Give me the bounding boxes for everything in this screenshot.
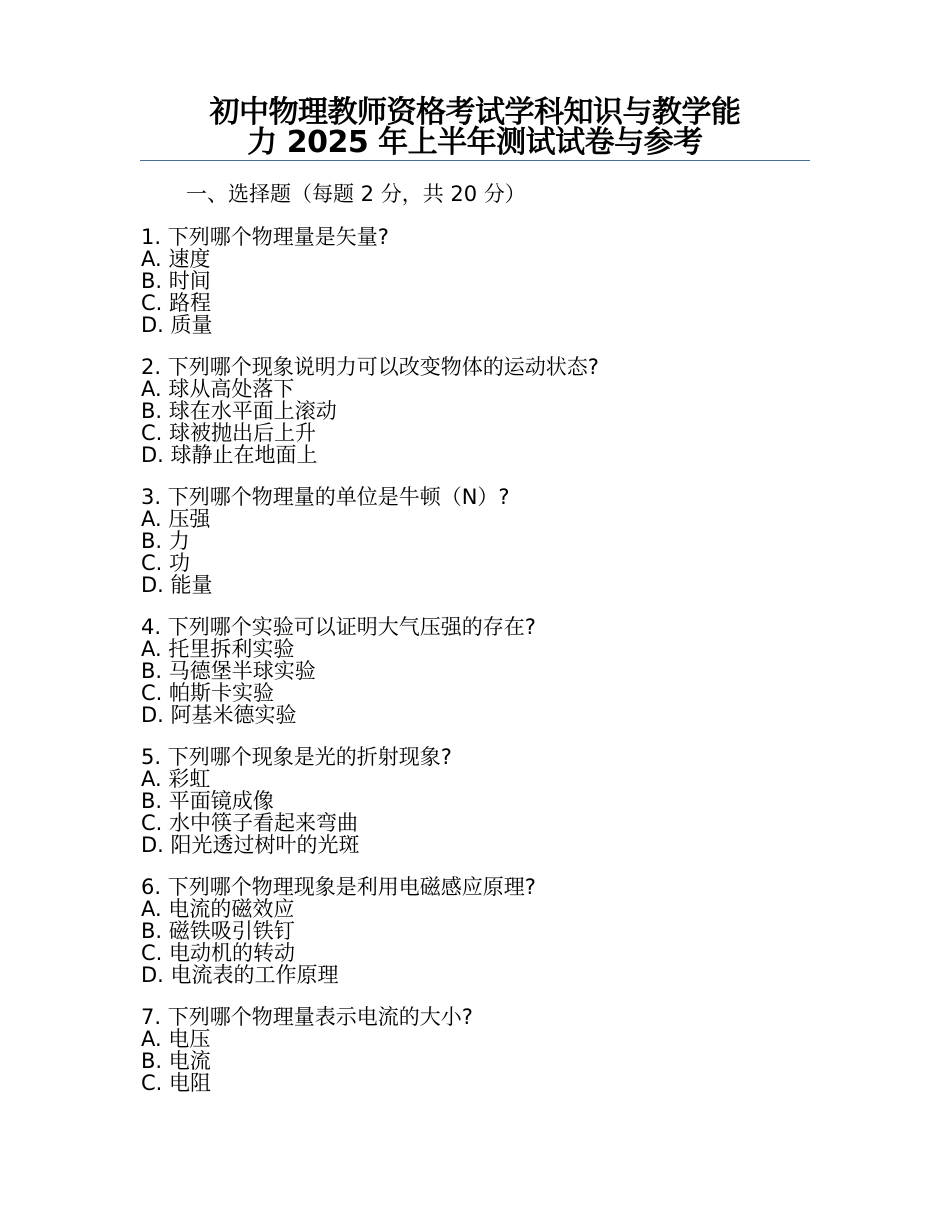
- document-title-line-2: 力 2025 年上半年测试试卷与参考: [247, 125, 703, 160]
- answer-option: A. 电流的磁效应: [141, 897, 295, 921]
- answer-option: D. 质量: [141, 313, 213, 337]
- answer-option: C. 电动机的转动: [141, 941, 296, 965]
- title-underline-rule: [140, 160, 810, 161]
- question-stem: 2. 下列哪个现象说明力可以改变物体的运动状态?: [141, 355, 599, 379]
- question-7: [141, 1006, 821, 1094]
- question-stem: 5. 下列哪个现象是光的折射现象?: [141, 745, 452, 769]
- answer-option: D. 球静止在地面上: [141, 443, 318, 467]
- answer-option: B. 力: [141, 529, 190, 553]
- question-list: [141, 226, 821, 1114]
- answer-option: A. 速度: [141, 247, 211, 271]
- answer-option: A. 电压: [141, 1027, 211, 1051]
- question-4: [141, 616, 821, 726]
- answer-option: D. 阳光透过树叶的光斑: [141, 833, 360, 857]
- answer-option: B. 时间: [141, 269, 211, 293]
- answer-option: C. 功: [141, 551, 191, 575]
- question-stem: 3. 下列哪个物理量的单位是牛顿（N）?: [141, 485, 510, 509]
- question-stem: 7. 下列哪个物理量表示电流的大小?: [141, 1005, 473, 1029]
- answer-option: B. 平面镜成像: [141, 789, 274, 813]
- answer-option: C. 电阻: [141, 1071, 212, 1095]
- answer-option: A. 托里拆利实验: [141, 637, 295, 661]
- answer-option: A. 球从高处落下: [141, 377, 295, 401]
- answer-option: C. 路程: [141, 291, 212, 315]
- document-title: [140, 95, 810, 160]
- answer-option: C. 水中筷子看起来弯曲: [141, 811, 359, 835]
- answer-option: D. 阿基米德实验: [141, 703, 297, 727]
- answer-option: B. 马德堡半球实验: [141, 659, 316, 683]
- answer-option: A. 压强: [141, 507, 211, 531]
- document-title-line-1: 初中物理教师资格考试学科知识与教学能: [209, 95, 741, 130]
- question-6: [141, 876, 821, 986]
- answer-option: D. 能量: [141, 573, 213, 597]
- question-stem: 1. 下列哪个物理量是矢量?: [141, 225, 389, 249]
- answer-option: A. 彩虹: [141, 767, 211, 791]
- answer-option: D. 电流表的工作原理: [141, 963, 339, 987]
- answer-option: B. 球在水平面上滚动: [141, 399, 337, 423]
- question-3: [141, 486, 821, 596]
- question-5: [141, 746, 821, 856]
- question-2: [141, 356, 821, 466]
- answer-option: C. 球被抛出后上升: [141, 421, 317, 445]
- answer-option: B. 电流: [141, 1049, 211, 1073]
- answer-option: C. 帕斯卡实验: [141, 681, 275, 705]
- question-1: [141, 226, 821, 336]
- question-stem: 4. 下列哪个实验可以证明大气压强的存在?: [141, 615, 536, 639]
- question-stem: 6. 下列哪个物理现象是利用电磁感应原理?: [141, 875, 536, 899]
- section-heading: 一、选择题（每题 2 分，共 20 分）: [186, 182, 526, 206]
- answer-option: B. 磁铁吸引铁钉: [141, 919, 295, 943]
